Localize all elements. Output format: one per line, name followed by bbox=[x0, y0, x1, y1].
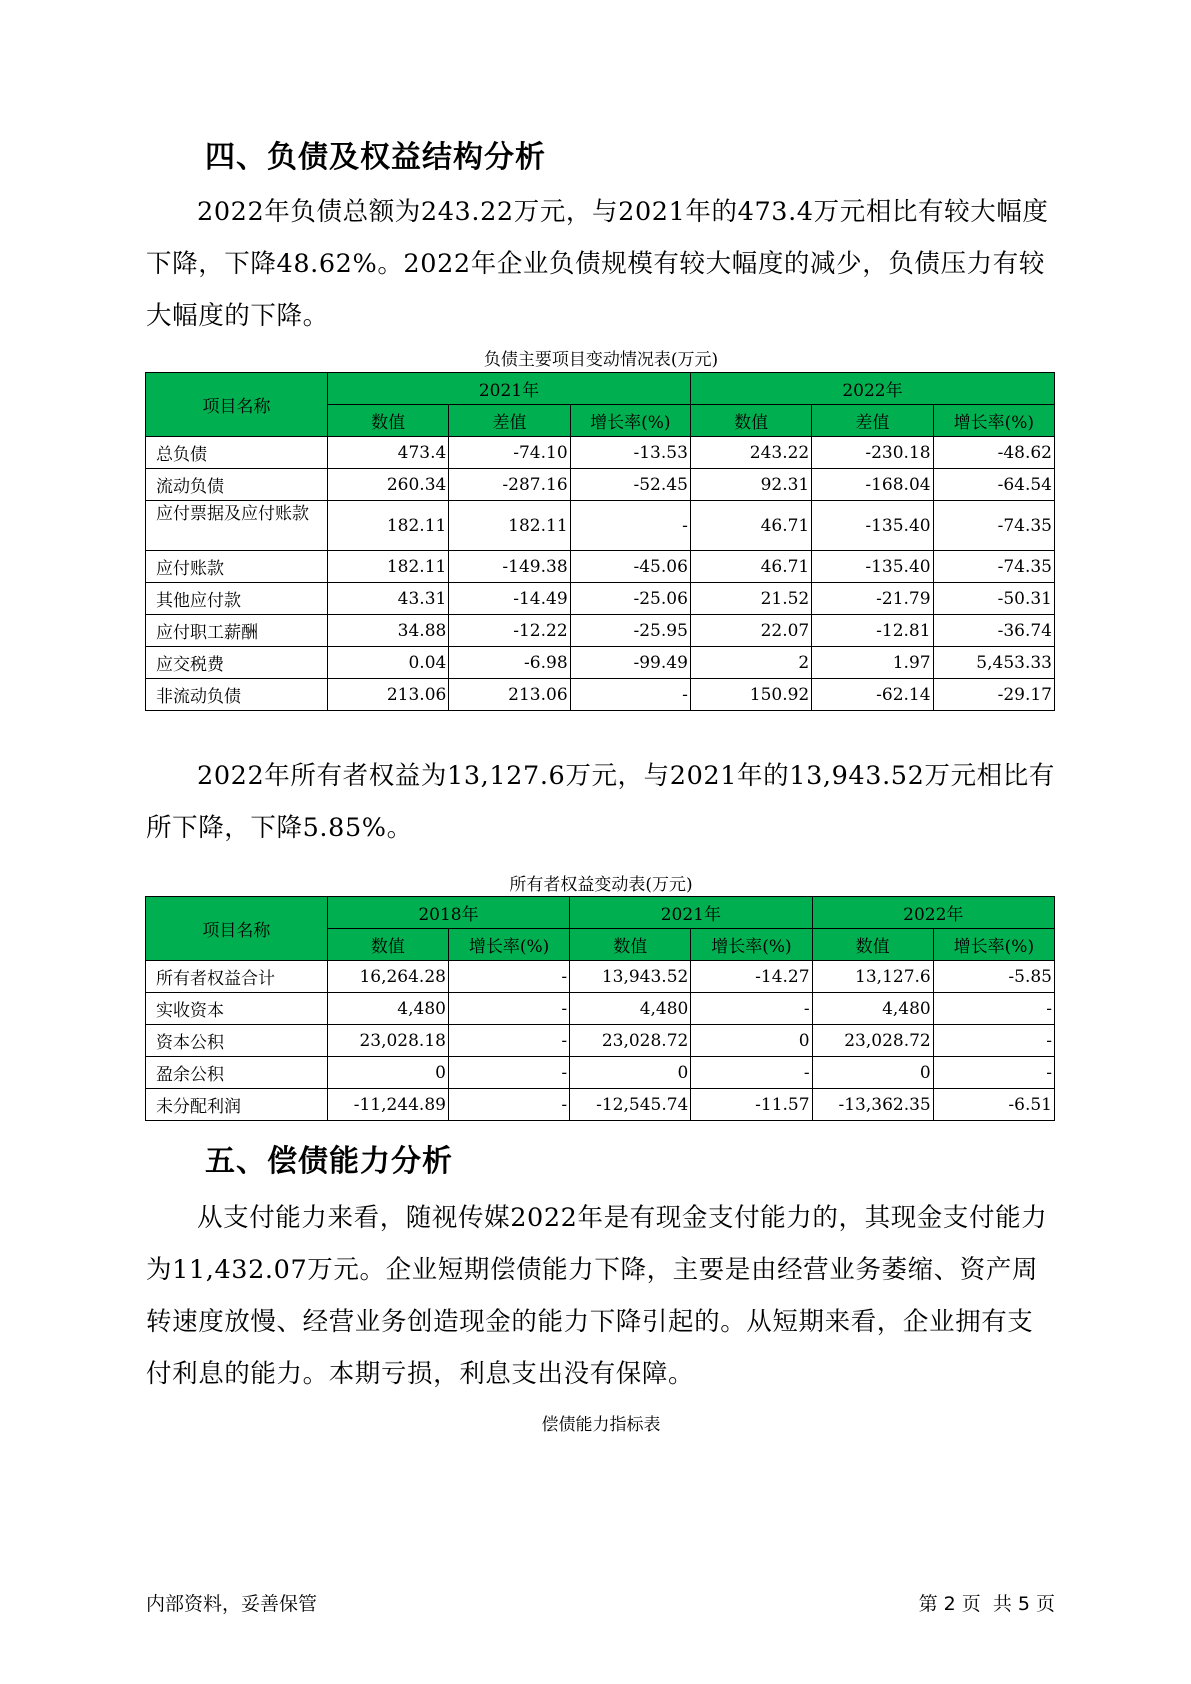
header-value: 数值 bbox=[570, 929, 691, 961]
row-value: -287.16 bbox=[449, 469, 570, 501]
row-value: -50.31 bbox=[933, 583, 1054, 615]
table-row bbox=[146, 1057, 1055, 1089]
row-value: -12,545.74 bbox=[570, 1089, 691, 1121]
row-label: 流动负债 bbox=[146, 469, 328, 501]
row-value: -168.04 bbox=[812, 469, 933, 501]
row-value: - bbox=[448, 993, 569, 1025]
table-row bbox=[146, 501, 1055, 551]
table-row bbox=[146, 647, 1055, 679]
row-value: 23,028.18 bbox=[327, 1025, 448, 1057]
row-value: 243.22 bbox=[690, 437, 811, 469]
header-value: 数值 bbox=[328, 405, 449, 437]
header-diff: 差值 bbox=[449, 405, 570, 437]
row-value: 182.11 bbox=[449, 501, 570, 551]
row-value: 5,453.33 bbox=[933, 647, 1054, 679]
row-value: 23,028.72 bbox=[812, 1025, 933, 1057]
row-value: 182.11 bbox=[328, 551, 449, 583]
row-label: 未分配利润 bbox=[146, 1089, 328, 1121]
row-value: 0 bbox=[570, 1057, 691, 1089]
row-value: 260.34 bbox=[328, 469, 449, 501]
row-value: 16,264.28 bbox=[327, 961, 448, 993]
table-row bbox=[146, 993, 1055, 1025]
row-label: 应付票据及应付账款 bbox=[146, 501, 328, 551]
row-value: - bbox=[448, 1025, 569, 1057]
header-item-name: 项目名称 bbox=[146, 897, 328, 961]
header-growth: 增长率(%) bbox=[448, 929, 569, 961]
row-label: 应交税费 bbox=[146, 647, 328, 679]
table-row bbox=[146, 469, 1055, 501]
row-value: - bbox=[570, 501, 690, 551]
header-year-2022: 2022年 bbox=[690, 373, 1054, 405]
equity-table bbox=[145, 896, 1055, 1121]
row-value: - bbox=[448, 1089, 569, 1121]
row-value: 150.92 bbox=[690, 679, 811, 711]
table-row bbox=[146, 1089, 1055, 1121]
row-label: 应付职工薪酬 bbox=[146, 615, 328, 647]
row-value: -12.22 bbox=[449, 615, 570, 647]
row-value: -99.49 bbox=[570, 647, 690, 679]
row-value: 34.88 bbox=[328, 615, 449, 647]
row-label: 总负债 bbox=[146, 437, 328, 469]
table-row bbox=[146, 1025, 1055, 1057]
row-label: 应付账款 bbox=[146, 551, 328, 583]
row-value: -6.51 bbox=[933, 1089, 1054, 1121]
row-value: 473.4 bbox=[328, 437, 449, 469]
equity-paragraph: 2022年所有者权益为13,127.6万元，与2021年的13,943.52万元相比有所下降，下降5.85%。 bbox=[146, 761, 1055, 843]
row-value: - bbox=[933, 1025, 1054, 1057]
row-value: 1.97 bbox=[812, 647, 933, 679]
row-value: 22.07 bbox=[690, 615, 811, 647]
row-value: -6.98 bbox=[449, 647, 570, 679]
row-value: 0.04 bbox=[328, 647, 449, 679]
row-value: 182.11 bbox=[328, 501, 449, 551]
section-heading-solvency: 五、偿债能力分析 bbox=[205, 1144, 453, 1179]
row-value: - bbox=[933, 993, 1054, 1025]
row-value: 0 bbox=[327, 1057, 448, 1089]
row-value: - bbox=[691, 993, 812, 1025]
row-value: -74.35 bbox=[933, 501, 1054, 551]
header-year-2021: 2021年 bbox=[570, 897, 812, 929]
table-row bbox=[146, 437, 1055, 469]
row-value: - bbox=[448, 961, 569, 993]
section-heading-liabilities: 四、负债及权益结构分析 bbox=[205, 140, 546, 175]
row-value: -14.27 bbox=[691, 961, 812, 993]
row-value: 0 bbox=[691, 1025, 812, 1057]
row-value: 46.71 bbox=[690, 501, 811, 551]
table-row bbox=[146, 679, 1055, 711]
row-value: 4,480 bbox=[327, 993, 448, 1025]
row-value: -48.62 bbox=[933, 437, 1054, 469]
row-value: -135.40 bbox=[812, 551, 933, 583]
row-value: -74.35 bbox=[933, 551, 1054, 583]
row-value: -14.49 bbox=[449, 583, 570, 615]
row-value: -64.54 bbox=[933, 469, 1054, 501]
row-label: 实收资本 bbox=[146, 993, 328, 1025]
header-year-2021: 2021年 bbox=[328, 373, 691, 405]
equity-table-caption: 所有者权益变动表(万元) bbox=[509, 875, 693, 895]
liabilities-paragraph: 2022年负债总额为243.22万元，与2021年的473.4万元相比有较大幅度下降，下降48.62%。2022年企业负债规模有较大幅度的减少，负债压力有较大幅度的下降。 bbox=[146, 197, 1049, 331]
header-year-2022: 2022年 bbox=[812, 897, 1054, 929]
row-value: -11,244.89 bbox=[327, 1089, 448, 1121]
row-label: 其他应付款 bbox=[146, 583, 328, 615]
table-row bbox=[146, 551, 1055, 583]
header-growth: 增长率(%) bbox=[933, 405, 1054, 437]
row-value: -11.57 bbox=[691, 1089, 812, 1121]
solvency-paragraph: 从支付能力来看，随视传媒2022年是有现金支付能力的，其现金支付能力为11,432.07万元。企业短期偿债能力下降，主要是由经营业务萎缩、资产周转速度放慢、经营业务创造现金的能力下降引起的。从短期来看，企业拥有支付利息的能力。本期亏损，利息支出没有保障。 bbox=[146, 1203, 1048, 1389]
row-value: 13,127.6 bbox=[812, 961, 933, 993]
header-value: 数值 bbox=[327, 929, 448, 961]
row-value: 92.31 bbox=[690, 469, 811, 501]
row-value: -62.14 bbox=[812, 679, 933, 711]
row-value: -25.06 bbox=[570, 583, 690, 615]
footer-page-number: 第 2 页 共 5 页 bbox=[918, 1593, 1055, 1615]
table-row bbox=[146, 583, 1055, 615]
header-value: 数值 bbox=[812, 929, 933, 961]
row-value: -25.95 bbox=[570, 615, 690, 647]
row-value: -52.45 bbox=[570, 469, 690, 501]
row-label: 盈余公积 bbox=[146, 1057, 328, 1089]
row-value: -12.81 bbox=[812, 615, 933, 647]
header-growth: 增长率(%) bbox=[691, 929, 812, 961]
row-value: -29.17 bbox=[933, 679, 1054, 711]
footer-confidential-note: 内部资料，妥善保管 bbox=[146, 1593, 318, 1615]
row-value: -21.79 bbox=[812, 583, 933, 615]
header-value: 数值 bbox=[690, 405, 811, 437]
row-value: - bbox=[691, 1057, 812, 1089]
row-value: 213.06 bbox=[328, 679, 449, 711]
row-value: -13,362.35 bbox=[812, 1089, 933, 1121]
row-value: -36.74 bbox=[933, 615, 1054, 647]
header-growth: 增长率(%) bbox=[570, 405, 690, 437]
header-year-2018: 2018年 bbox=[327, 897, 569, 929]
solvency-table-caption: 偿债能力指标表 bbox=[541, 1415, 661, 1435]
row-value: 46.71 bbox=[690, 551, 811, 583]
row-value: 4,480 bbox=[812, 993, 933, 1025]
row-value: -135.40 bbox=[812, 501, 933, 551]
row-value: -149.38 bbox=[449, 551, 570, 583]
row-value: 4,480 bbox=[570, 993, 691, 1025]
row-value: -5.85 bbox=[933, 961, 1054, 993]
header-diff: 差值 bbox=[812, 405, 933, 437]
row-value: - bbox=[570, 679, 690, 711]
row-value: 43.31 bbox=[328, 583, 449, 615]
table-row bbox=[146, 615, 1055, 647]
row-value: -230.18 bbox=[812, 437, 933, 469]
header-item-name: 项目名称 bbox=[146, 373, 328, 437]
row-value: - bbox=[933, 1057, 1054, 1089]
row-value: -74.10 bbox=[449, 437, 570, 469]
row-value: 23,028.72 bbox=[570, 1025, 691, 1057]
row-value: 0 bbox=[812, 1057, 933, 1089]
row-label: 非流动负债 bbox=[146, 679, 328, 711]
liabilities-table-caption: 负债主要项目变动情况表(万元) bbox=[483, 350, 719, 370]
row-label: 所有者权益合计 bbox=[146, 961, 328, 993]
row-value: 2 bbox=[690, 647, 811, 679]
row-value: 21.52 bbox=[690, 583, 811, 615]
liabilities-table bbox=[145, 372, 1055, 711]
row-label: 资本公积 bbox=[146, 1025, 328, 1057]
row-value: -45.06 bbox=[570, 551, 690, 583]
row-value: -13.53 bbox=[570, 437, 690, 469]
row-value: 213.06 bbox=[449, 679, 570, 711]
row-value: - bbox=[448, 1057, 569, 1089]
row-value: 13,943.52 bbox=[570, 961, 691, 993]
table-row bbox=[146, 961, 1055, 993]
header-growth: 增长率(%) bbox=[933, 929, 1054, 961]
